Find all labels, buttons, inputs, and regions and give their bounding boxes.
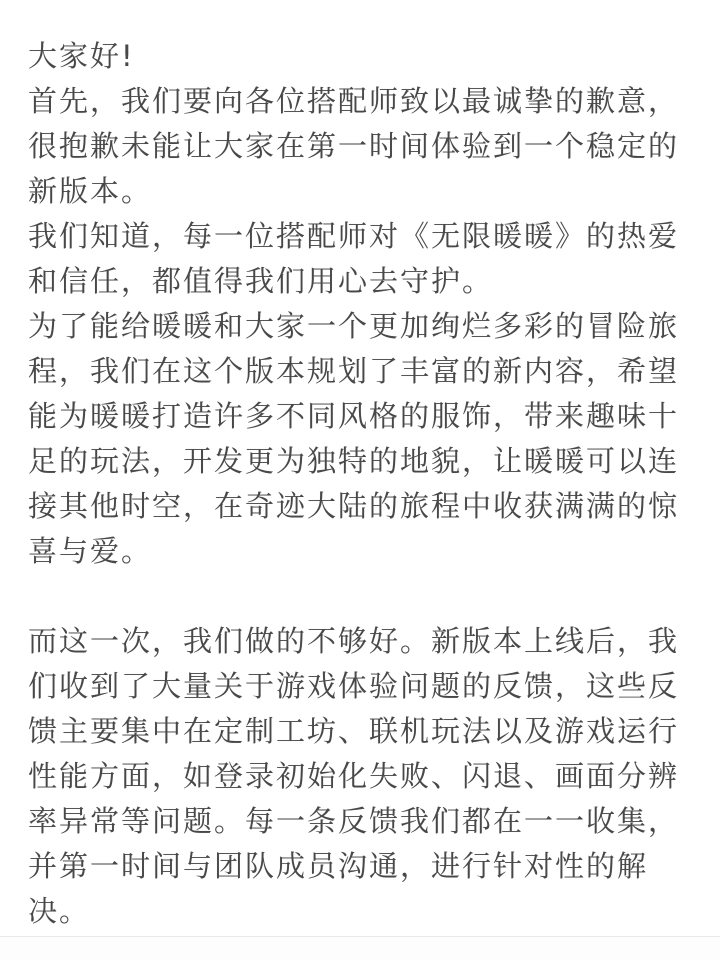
text-line: 首先，我们要向各位搭配师致以最诚挚的歉意， bbox=[28, 84, 680, 118]
text-line: 决。 bbox=[28, 894, 91, 928]
footer-strip bbox=[0, 937, 720, 960]
text-line: 和信任，都值得我们用心去守护。 bbox=[28, 264, 494, 298]
text-line: 喜与爱。 bbox=[28, 534, 153, 568]
letter-body bbox=[28, 34, 710, 934]
text-line: 新版本。 bbox=[28, 174, 153, 208]
text-line: 并第一时间与团队成员沟通，进行针对性的解 bbox=[28, 849, 649, 883]
text-line: 而这一次，我们做的不够好。新版本上线后，我 bbox=[28, 624, 680, 658]
text-line: 率异常等问题。每一条反馈我们都在一一收集， bbox=[28, 804, 680, 838]
text-line bbox=[28, 574, 710, 619]
text-line: 为了能给暖暖和大家一个更加绚烂多彩的冒险旅 bbox=[28, 309, 680, 343]
text-line: 足的玩法，开发更为独特的地貌，让暖暖可以连 bbox=[28, 444, 680, 478]
text-line: 很抱歉未能让大家在第一时间体验到一个稳定的 bbox=[28, 129, 680, 163]
text-line: 能为暖暖打造许多不同风格的服饰，带来趣味十 bbox=[28, 399, 680, 433]
text-line: 程，我们在这个版本规划了丰富的新内容，希望 bbox=[28, 354, 680, 388]
text-line: 我们知道，每一位搭配师对《无限暖暖》的热爱 bbox=[28, 219, 680, 253]
text-line: 大家好! bbox=[28, 39, 135, 73]
text-line: 性能方面，如登录初始化失败、闪退、画面分辨 bbox=[28, 759, 680, 793]
text-line: 接其他时空，在奇迹大陆的旅程中收获满满的惊 bbox=[28, 489, 680, 523]
text-line: 馈主要集中在定制工坊、联机玩法以及游戏运行 bbox=[28, 714, 680, 748]
text-line: 们收到了大量关于游戏体验问题的反馈，这些反 bbox=[28, 669, 680, 703]
